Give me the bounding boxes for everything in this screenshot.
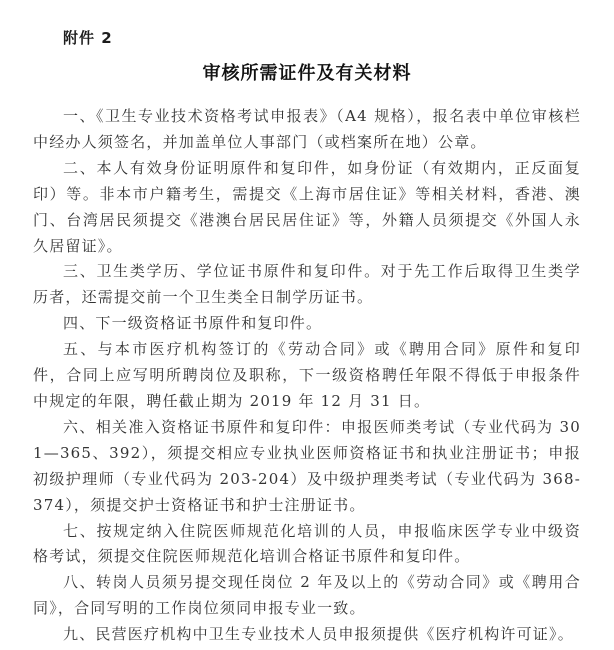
- paragraph: 三、卫生类学历、学位证书原件和复印件。对于先工作后取得卫生类学历者，还需提交前一个卫生类全日制学历证书。: [33, 262, 581, 307]
- paragraph: 五、与本市医疗机构签订的《劳动合同》或《聘用合同》原件和复印件，合同上应写明所聘岗位及职称，下一级资格聘任年限不得低于申报条件中规定的年限，聘任截止期为 2019 年 12 月 31 日。: [33, 340, 581, 410]
- paragraph: 九、民营医疗机构中卫生专业技术人员申报须提供《医疗机构许可证》。: [63, 625, 574, 644]
- paragraph: 四、下一级资格证书原件和复印件。: [63, 314, 323, 333]
- document-title: 审核所需证件及有关材料: [202, 63, 412, 84]
- paragraph: 一、《卫生专业技术资格考试申报表》（A4 规格），报名表中单位审核栏中经办人须签名，并加盖单位人事部门（或档案所在地）公章。: [33, 107, 581, 151]
- paragraph: 七、按规定纳入住院医师规范化培训的人员，申报临床医学专业中级资格考试，须提交住院医师规范化培训合格证书原件和复印件。: [33, 521, 581, 566]
- attachment-label: 附件 2: [63, 29, 113, 47]
- document-body: [33, 104, 581, 648]
- paragraph: 二、本人有效身份证明原件和复印件，如身份证（有效期内，正反面复印）等。非本市户籍考生，需提交《上海市居住证》等相关材料，香港、澳门、台湾居民须提交《港澳台居民居住证》等，外籍人员须提交《外国人永久居留证》。: [33, 158, 581, 255]
- paragraph: 八、转岗人员须另提交现任岗位 2 年及以上的《劳动合同》或《聘用合同》，合同写明的工作岗位须同申报专业一致。: [33, 573, 581, 618]
- paragraph: 六、相关准入资格证书原件和复印件：申报医师类考试（专业代码为 301—365、392），须提交相应专业执业医师资格证书和执业注册证书；申报初级护理师（专业代码为 203-204）及中级护理类考试（专业代码为 368-374），须提交护士资格证书和护士注册证书。: [33, 417, 581, 514]
